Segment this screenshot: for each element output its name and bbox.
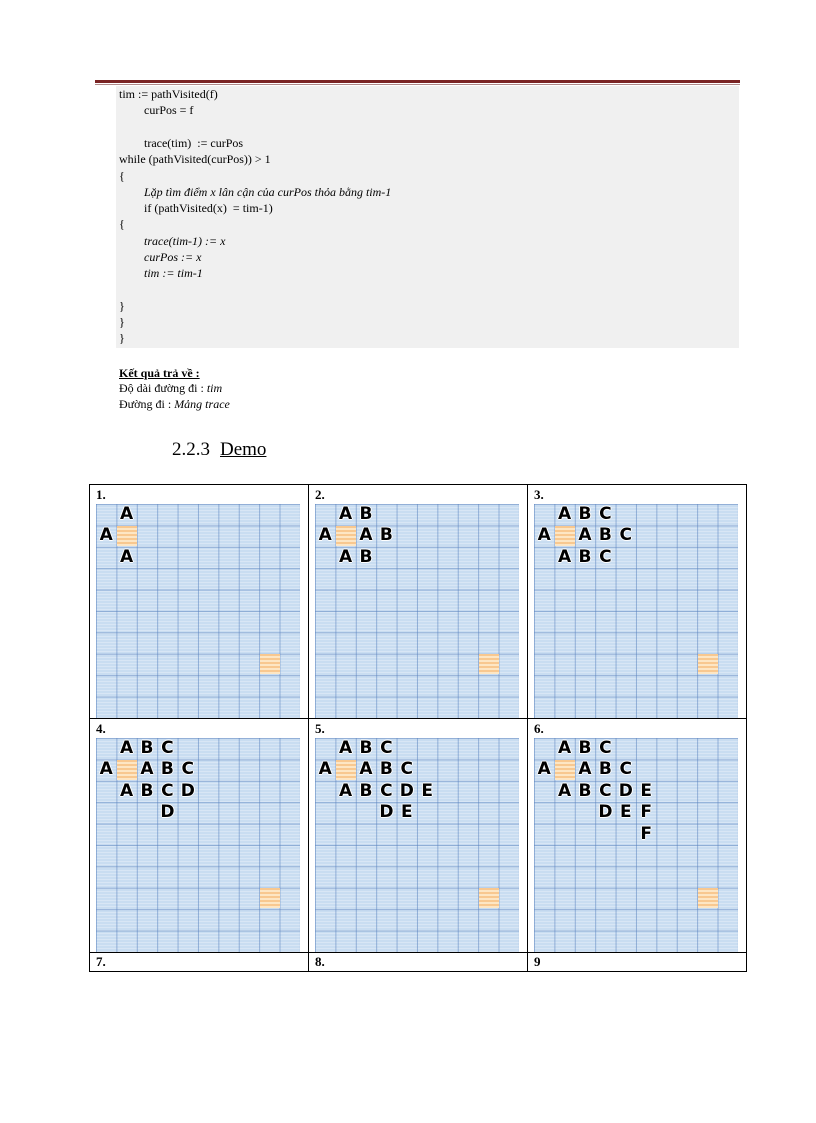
- grid-letter: D: [618, 780, 633, 801]
- grid-letter: B: [359, 546, 373, 567]
- code-line: curPos = f: [144, 103, 194, 117]
- code-line: }: [119, 299, 125, 313]
- grid-board: [534, 738, 738, 952]
- code-line: trace(tim-1) := x: [144, 234, 226, 248]
- grid-letter: A: [318, 525, 332, 546]
- goal-square: [260, 654, 280, 674]
- section-title: Demo: [220, 439, 267, 460]
- grid-letter: C: [599, 546, 612, 567]
- grid-letter: B: [379, 759, 393, 780]
- grid-letter: E: [421, 780, 433, 801]
- cell-label: 1.: [96, 487, 106, 502]
- grid-letter: A: [537, 759, 551, 780]
- demo-cell: [528, 485, 747, 719]
- grid-board: [96, 504, 300, 718]
- header-rule-thin: [95, 84, 740, 85]
- grid-letter: A: [359, 759, 373, 780]
- grid-letter: B: [578, 546, 592, 567]
- demo-cell: [90, 719, 309, 953]
- grid-letter: C: [599, 738, 612, 758]
- grid-letter: B: [379, 525, 393, 546]
- grid-letter: F: [640, 823, 652, 844]
- code-block: [116, 86, 739, 348]
- cell-label: 2.: [315, 487, 325, 502]
- grid-letter: A: [558, 780, 572, 801]
- start-square: [555, 760, 575, 780]
- grid-letter: E: [400, 802, 413, 823]
- demo-cell: [90, 953, 309, 972]
- grid-letter: C: [599, 780, 612, 801]
- code-line: {: [119, 169, 125, 183]
- start-square: [117, 526, 137, 546]
- grid-letter: C: [619, 525, 633, 546]
- grid-letter: A: [99, 759, 113, 780]
- grid-letter: A: [120, 546, 134, 567]
- result-length-value: tim: [206, 381, 223, 395]
- result-title: Kết quả trả về :: [119, 366, 200, 380]
- goal-square: [698, 888, 718, 908]
- code-line: {: [119, 217, 125, 231]
- result-path-value: Mảng trace: [174, 397, 230, 411]
- grid-letter: C: [181, 759, 195, 780]
- demo-cell: [528, 953, 747, 972]
- grid-board: [534, 504, 738, 718]
- grid-letter: A: [578, 525, 592, 546]
- demo-cell: [90, 485, 309, 719]
- goal-square: [479, 888, 499, 908]
- code-line: curPos := x: [144, 250, 202, 264]
- grid-letter: D: [180, 780, 195, 801]
- code-line: Lặp tìm điểm x lân cận của curPos thỏa bằng tim-1: [144, 185, 392, 199]
- grid-letter: B: [578, 738, 592, 758]
- grid-letter: E: [619, 802, 632, 823]
- grid-board: [315, 504, 519, 718]
- grid-letter: B: [140, 780, 154, 801]
- grid-letter: A: [558, 738, 572, 758]
- section-heading: [172, 439, 266, 461]
- grid-letter: C: [400, 759, 414, 780]
- grid-board: [96, 738, 300, 952]
- grid-letter: A: [339, 738, 353, 758]
- grid-letter: A: [558, 546, 572, 567]
- section-number: 2.2.3: [172, 439, 210, 460]
- grid-letter: A: [120, 780, 134, 801]
- goal-square: [698, 654, 718, 674]
- result-path-label: Đường đi :: [119, 397, 175, 411]
- grid-letter: C: [599, 504, 612, 524]
- goal-square: [260, 888, 280, 908]
- code-line: while (pathVisited(curPos)) > 1: [119, 152, 271, 166]
- grid-letter: E: [640, 780, 652, 801]
- grid-letter: B: [598, 759, 612, 780]
- code-line: tim := pathVisited(f): [119, 87, 218, 101]
- grid-letter: B: [160, 759, 174, 780]
- grid-letter: A: [120, 504, 134, 524]
- code-line: if (pathVisited(x) = tim-1): [144, 201, 273, 215]
- cell-label: 6.: [534, 721, 544, 736]
- grid-letter: A: [339, 504, 353, 524]
- code-line: }: [119, 331, 125, 345]
- grid-letter: D: [160, 802, 175, 823]
- grid-letter: C: [619, 759, 633, 780]
- grid-letter: A: [537, 525, 551, 546]
- grid-letter: F: [640, 802, 652, 823]
- grid-letter: B: [359, 738, 373, 758]
- code-line: tim := tim-1: [144, 266, 203, 280]
- grid-letter: C: [161, 738, 174, 758]
- grid-letter: A: [120, 738, 134, 758]
- grid-letter: A: [99, 525, 113, 546]
- grid-letter: A: [339, 546, 353, 567]
- demo-cell: [309, 953, 528, 972]
- cell-label: 3.: [534, 487, 544, 502]
- grid-letter: C: [380, 780, 393, 801]
- grid-letter: D: [598, 802, 613, 823]
- grid-board: [315, 738, 519, 952]
- grid-letter: A: [359, 525, 373, 546]
- grid-letter: A: [578, 759, 592, 780]
- cell-label: 9: [534, 954, 541, 969]
- start-square: [336, 760, 356, 780]
- result-length: [119, 381, 222, 396]
- start-square: [336, 526, 356, 546]
- demo-cell: [309, 719, 528, 953]
- grid-letter: C: [161, 780, 174, 801]
- grid-letter: B: [359, 504, 373, 524]
- code-line: trace(tim) := curPos: [144, 136, 244, 150]
- goal-square: [479, 654, 499, 674]
- demo-table: [89, 484, 747, 972]
- grid-letter: B: [359, 780, 373, 801]
- grid-letter: A: [140, 759, 154, 780]
- grid-letter: B: [578, 504, 592, 524]
- demo-cell: [528, 719, 747, 953]
- start-square: [117, 760, 137, 780]
- grid-letter: D: [379, 802, 394, 823]
- cell-label: 5.: [315, 721, 325, 736]
- cell-label: 4.: [96, 721, 106, 736]
- start-square: [555, 526, 575, 546]
- cell-label: 8.: [315, 954, 325, 969]
- grid-letter: C: [380, 738, 393, 758]
- header-rule: [95, 80, 740, 83]
- grid-letter: D: [399, 780, 414, 801]
- cell-label: 7.: [96, 954, 106, 969]
- grid-letter: B: [578, 780, 592, 801]
- grid-letter: A: [339, 780, 353, 801]
- grid-letter: A: [558, 504, 572, 524]
- grid-letter: B: [140, 738, 154, 758]
- result-path: [119, 397, 230, 412]
- demo-cell: [309, 485, 528, 719]
- result-length-label: Độ dài đường đi :: [119, 381, 207, 395]
- code-line: }: [119, 315, 125, 329]
- grid-letter: B: [598, 525, 612, 546]
- grid-letter: A: [318, 759, 332, 780]
